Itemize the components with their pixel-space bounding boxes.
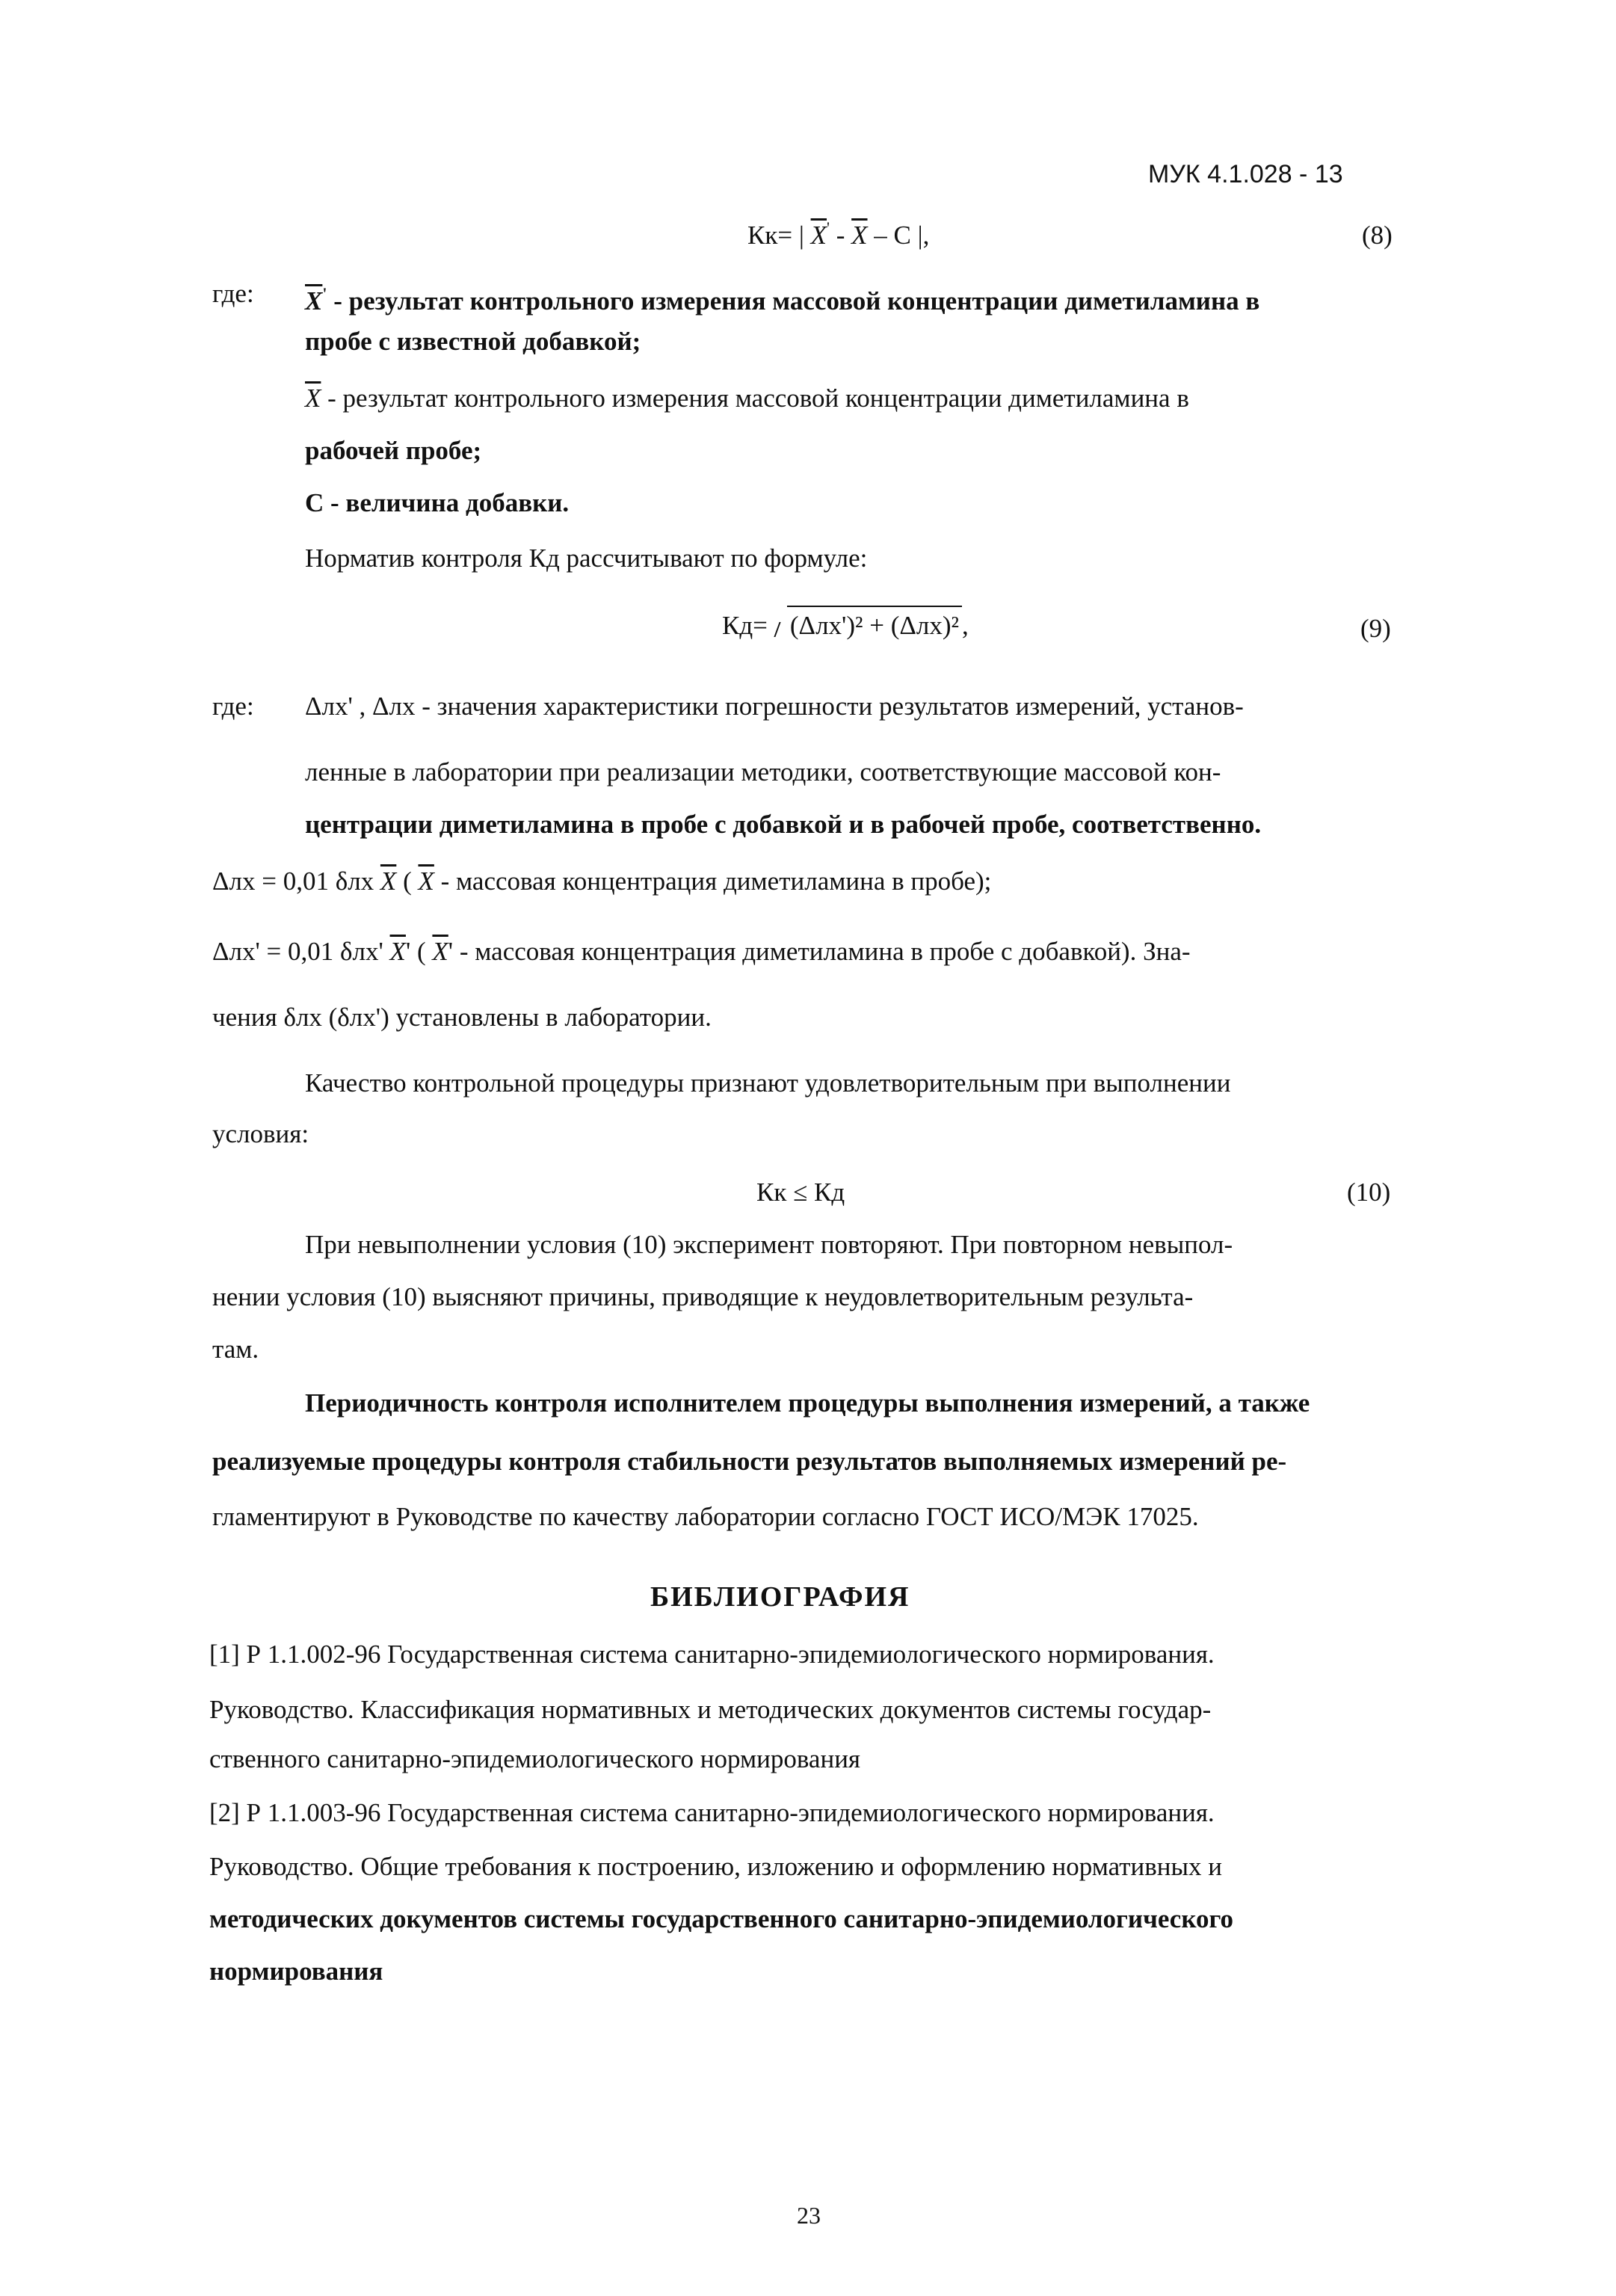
doc-code-header: МУК 4.1.028 - 13 bbox=[1148, 160, 1343, 188]
delta-line-3: чения δлх (δлх') установлены в лаборатории. bbox=[212, 1003, 712, 1032]
formula-9: Кд= (Δлх')² + (Δлх)² , bbox=[722, 606, 969, 643]
norm-intro: Норматив контроля Кд рассчитывают по формуле: bbox=[305, 544, 868, 573]
bibliography-heading: БИБЛИОГРАФИЯ bbox=[650, 1581, 910, 1613]
formula-10-number: (10) bbox=[1347, 1178, 1391, 1207]
bib-ref-2-line-3: методических документов системы государственного санитарно-эпидемиологического bbox=[209, 1904, 1234, 1933]
bib-ref-1-line-1: [1] Р 1.1.002-96 Государственная система санитарно-эпидемиологического нормирования. bbox=[209, 1640, 1215, 1669]
fail-line-3: там. bbox=[212, 1335, 259, 1364]
delta-line-1: Δлх = 0,01 δлх $\overline{X}$ ( $\overline{X}$ - массовая концентрация диметиламина в пробе); bbox=[212, 867, 992, 896]
where-2-line-2: ленные в лаборатории при реализации методики, соответствующие массовой кон- bbox=[305, 757, 1221, 787]
bib-ref-2-line-4: нормирования bbox=[209, 1957, 383, 1986]
quality-line-1: Качество контрольной процедуры признают удовлетворительным при выполнении bbox=[305, 1068, 1231, 1098]
formula-9-number: (9) bbox=[1360, 614, 1391, 643]
fail-line-1: При невыполнении условия (10) эксперимент повторяют. При повторном невыпол- bbox=[305, 1230, 1233, 1259]
where-2-line-3: центрации диметиламина в пробе с добавкой и в рабочей пробе, соответственно. bbox=[305, 810, 1262, 839]
where-item-1-cont: пробе с известной добавкой; bbox=[305, 327, 641, 356]
bib-ref-2-line-2: Руководство. Общие требования к построению, изложению и оформлению нормативных и bbox=[209, 1852, 1223, 1881]
where-item-3: С - величина добавки. bbox=[305, 488, 570, 517]
periodicity-line-1: Периодичность контроля исполнителем процедуры выполнения измерений, а также bbox=[305, 1388, 1310, 1418]
delta-line-2: Δлх' = 0,01 δлх' $\overline{X}'$ ( $\overline{X}'$ - массовая концентрация диметиламина в пробе с добавкой). Зна- bbox=[212, 937, 1191, 966]
quality-line-2: условия: bbox=[212, 1119, 309, 1148]
formula-8-number: (8) bbox=[1362, 221, 1393, 250]
where-label-2: где: bbox=[212, 692, 254, 721]
fail-line-2: нении условия (10) выясняют причины, приводящие к неудовлетворительным результа- bbox=[212, 1282, 1194, 1311]
where-item-2: $\overline{X}$ - результат контрольного измерения массовой концентрации диметиламина в bbox=[305, 384, 1189, 413]
bib-ref-2-line-1: [2] Р 1.1.003-96 Государственная система санитарно-эпидемиологического нормирования. bbox=[209, 1798, 1215, 1827]
where-2-line-1: Δлх' , Δлх - значения характеристики погрешности результатов измерений, установ- bbox=[305, 692, 1244, 721]
bib-ref-1-line-3: ственного санитарно-эпидемиологического нормирования bbox=[209, 1744, 861, 1773]
page-number: 23 bbox=[797, 2202, 821, 2229]
periodicity-line-3: гламентируют в Руководстве по качеству лаборатории согласно ГОСТ ИСО/МЭК 17025. bbox=[212, 1502, 1199, 1531]
where-item-1: $\overline{X}'$ - результат контрольного измерения массовой концентрации диметиламина в bbox=[305, 284, 1260, 316]
bib-ref-1-line-2: Руководство. Классификация нормативных и методических документов системы государ- bbox=[209, 1695, 1212, 1724]
formula-8: Кк= | $\overline{X}' - \overline{X}$ – С |, bbox=[747, 218, 930, 250]
where-label-1: где: bbox=[212, 279, 254, 308]
periodicity-line-2: реализуемые процедуры контроля стабильности результатов выполняемых измерений ре- bbox=[212, 1447, 1287, 1476]
formula-10: Кк ≤ Кд bbox=[756, 1178, 845, 1207]
sqrt-symbol: (Δлх')² + (Δлх)² bbox=[768, 606, 962, 643]
where-item-2-cont: рабочей пробе; bbox=[305, 436, 482, 465]
